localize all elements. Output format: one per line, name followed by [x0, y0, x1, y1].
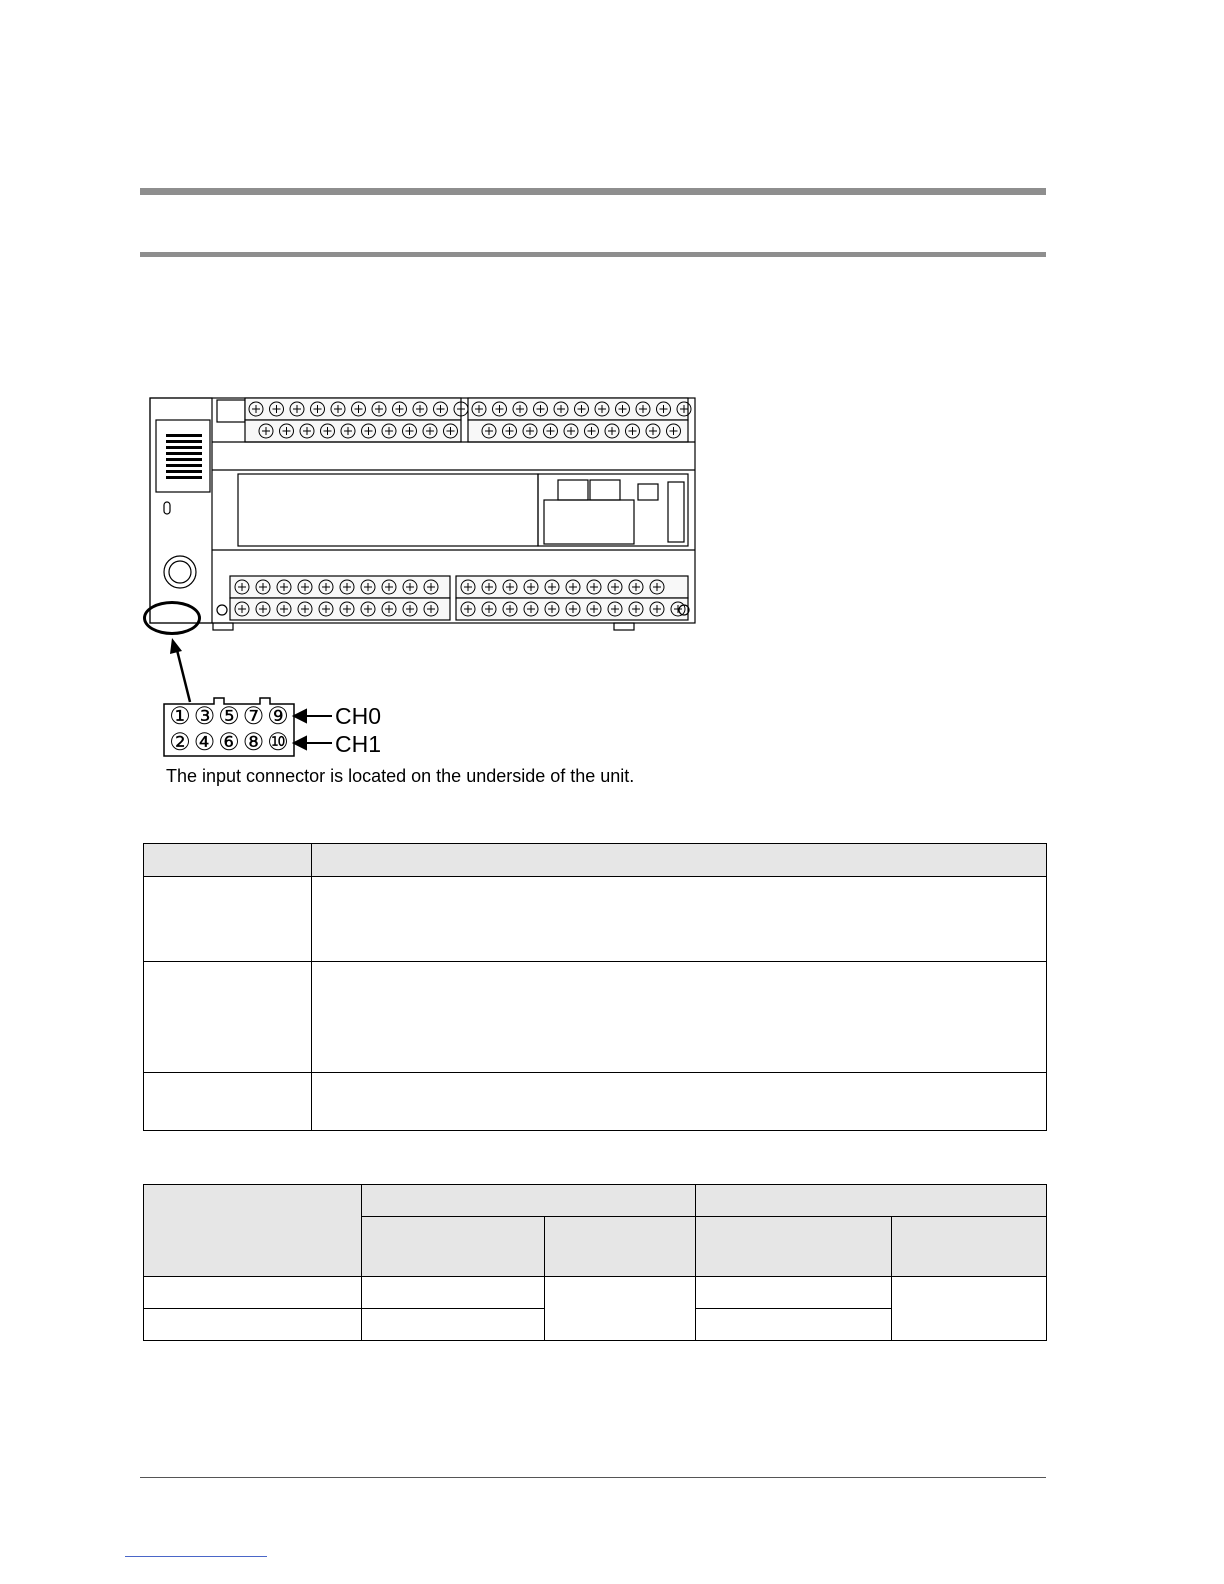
connector-pin-number: ①	[169, 703, 191, 730]
table1-cell	[312, 877, 1047, 962]
table2-subheader	[545, 1217, 696, 1277]
table-row	[144, 1277, 1047, 1309]
connector-pin-number: ②	[169, 729, 191, 756]
table2-subheader	[362, 1217, 545, 1277]
table1-cell	[144, 1073, 312, 1131]
table2-cell	[144, 1277, 362, 1309]
table2-cell	[696, 1309, 892, 1341]
plc-unit-drawing	[138, 390, 700, 640]
table2-cell	[362, 1277, 545, 1309]
footer-rule	[140, 1477, 1046, 1478]
connector-pin-number: ④	[193, 729, 216, 756]
table-row	[144, 877, 1047, 962]
channel-label-ch0: CH0	[335, 703, 382, 729]
header-rule-bottom	[140, 252, 1046, 257]
header-rule-top	[140, 188, 1046, 195]
table1-cell	[312, 1073, 1047, 1131]
table2-header-group-1	[362, 1185, 696, 1217]
connector-pin-number: ⑩	[267, 729, 289, 756]
table-row	[144, 962, 1047, 1073]
table2-cell	[892, 1277, 1047, 1341]
table1-header-description	[312, 844, 1047, 877]
connector-pin-number: ⑧	[242, 729, 265, 756]
pin-description-table	[143, 843, 1047, 1131]
table2-header-group-2	[696, 1185, 1047, 1217]
footer-link-underline	[125, 1556, 267, 1557]
connector-pin-number: ⑨	[267, 703, 289, 730]
connector-pin-number: ⑤	[218, 703, 240, 730]
figure-caption: The input connector is located on the underside of the unit.	[166, 766, 635, 786]
table2-header-item	[144, 1185, 362, 1277]
connector-pin-number: ⑦	[242, 703, 265, 730]
connector-callout-ellipse	[143, 601, 201, 635]
channel-spec-table	[143, 1184, 1047, 1341]
connector-pin-number: ⑥	[218, 729, 240, 756]
table1-cell	[144, 962, 312, 1073]
table1-header-name	[144, 844, 312, 877]
table2-subheader	[892, 1217, 1047, 1277]
table2-subheader	[696, 1217, 892, 1277]
table2-cell	[545, 1277, 696, 1341]
channel-label-ch1: CH1	[335, 731, 382, 757]
table2-cell	[696, 1277, 892, 1309]
table1-cell	[312, 962, 1047, 1073]
table-row	[144, 1073, 1047, 1131]
table2-cell	[144, 1309, 362, 1341]
table1-cell	[144, 877, 312, 962]
table2-cell	[362, 1309, 545, 1341]
connector-pin-number: ③	[193, 703, 216, 730]
